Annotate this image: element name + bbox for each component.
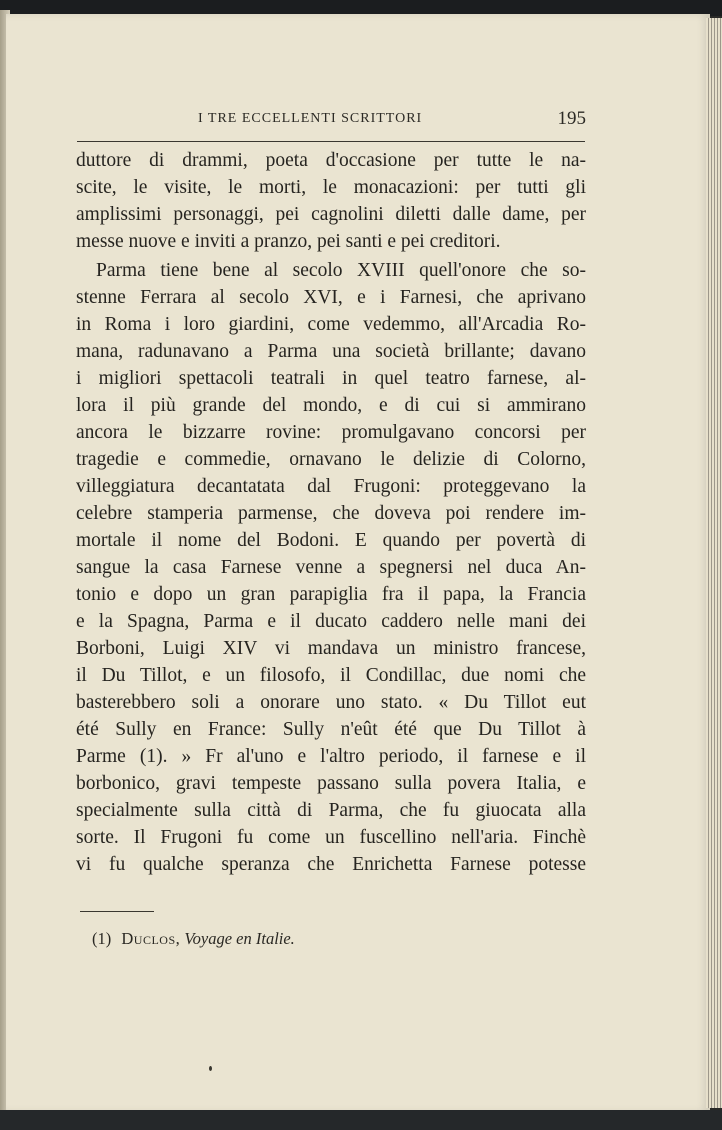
text-line: lora il più grande del mondo, e di cui si ammirano bbox=[76, 395, 586, 416]
footnote-rule bbox=[80, 911, 154, 912]
text-line: tonio e dopo un gran parapiglia fra il papa, la Francia bbox=[76, 584, 586, 605]
text-line: stenne Ferrara al secolo XVI, e i Farnesi, che aprivano bbox=[76, 287, 586, 308]
text-line: specialmente sulla città di Parma, che fu giuocata alla bbox=[76, 800, 586, 821]
text-line: ancora le bizzarre rovine: promulgavano concorsi per bbox=[76, 422, 586, 443]
page-number: 195 bbox=[557, 108, 586, 129]
text-line: villeggiatura decantatata dal Frugoni: proteggevano la bbox=[76, 476, 586, 497]
text-line: mortale il nome del Bodoni. E quando per povertà di bbox=[76, 530, 586, 551]
text-line: e la Spagna, Parma e il ducato caddero nelle mani dei bbox=[76, 611, 586, 632]
text-line: sangue la casa Farnese venne a spegnersi nel duca An- bbox=[76, 557, 586, 578]
ink-speck bbox=[209, 1066, 212, 1071]
text-line: duttore di drammi, poeta d'occasione per tutte le na- bbox=[76, 150, 586, 171]
footnote bbox=[92, 929, 295, 949]
text-line: été Sully en France: Sully n'eût été que Du Tillot à bbox=[76, 719, 586, 740]
text-line: messe nuove e inviti a pranzo, pei santi e pei creditori. bbox=[76, 231, 501, 252]
text-line: vi fu qualche speranza che Enrichetta Farnese potesse bbox=[76, 854, 586, 875]
text-line: Parma tiene bene al secolo XVIII quell'onore che so- bbox=[96, 260, 586, 281]
text-line: scite, le visite, le morti, le monacazioni: per tutti gli bbox=[76, 177, 586, 198]
footnote-title: Voyage en Italie. bbox=[184, 929, 295, 948]
text-line: il Du Tillot, e un filosofo, il Condillac, due nomi che bbox=[76, 665, 586, 686]
text-line: celebre stamperia parmense, che doveva poi rendere im- bbox=[76, 503, 586, 524]
text-line: borbonico, gravi tempeste passano sulla povera Italia, e bbox=[76, 773, 586, 794]
footnote-author: Duclos, bbox=[121, 929, 181, 948]
text-line: Borboni, Luigi XIV vi mandava un ministro francese, bbox=[76, 638, 586, 659]
running-head: I TRE ECCELLENTI SCRITTORI bbox=[198, 111, 423, 126]
text-line: in Roma i loro giardini, come vedemmo, all'Arcadia Ro- bbox=[76, 314, 586, 335]
text-line: mana, radunavano a Parma una società brillante; davano bbox=[76, 341, 586, 362]
text-line: Parme (1). » Fr al'uno e l'altro periodo, il farnese e il bbox=[76, 746, 586, 767]
text-line: tragedie e commedie, ornavano le delizie di Colorno, bbox=[76, 449, 586, 470]
text-line: amplissimi personaggi, pei cagnolini diletti dalle dame, per bbox=[76, 204, 586, 225]
footnote-marker: (1) bbox=[92, 929, 112, 948]
text-line: i migliori spettacoli teatrali in quel teatro farnese, al- bbox=[76, 368, 586, 389]
text-line: sorte. Il Frugoni fu come un fuscellino nell'aria. Finchè bbox=[76, 827, 586, 848]
text-line: basterebbero soli a onorare uno stato. « Du Tillot eut bbox=[76, 692, 586, 713]
